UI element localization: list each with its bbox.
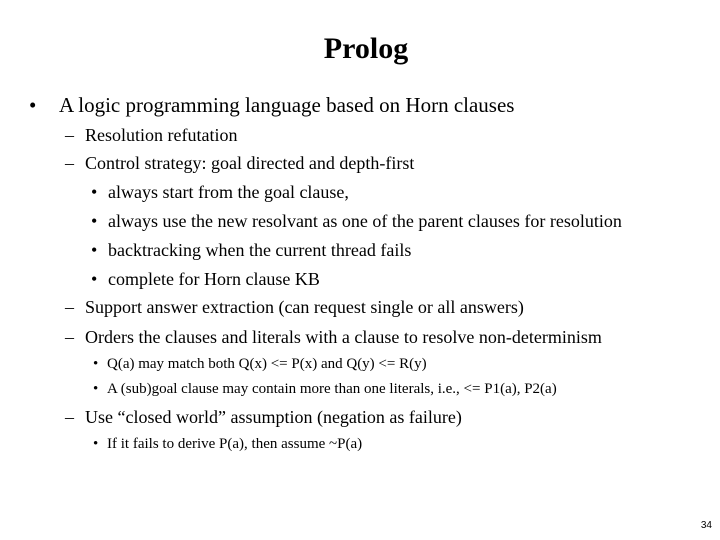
- sub-item-text: Use “closed world” assumption (negation as failure): [85, 407, 462, 427]
- control-point-goal-clause: [91, 181, 349, 203]
- ordering-point-text: Q(a) may match both Q(x) <= P(x) and Q(y) <= R(y): [107, 356, 427, 372]
- slide-title: Prolog: [323, 32, 409, 65]
- sub-item-resolution: [65, 124, 237, 146]
- control-point-text: backtracking when the current thread fails: [108, 240, 412, 260]
- dash-marker: –: [65, 153, 74, 173]
- sub-item-answer-extraction: [65, 296, 524, 318]
- control-point-backtracking: [91, 239, 411, 261]
- bullet-marker: •: [29, 93, 37, 117]
- ordering-point-text: A (sub)goal clause may contain more than one literals, i.e., <= P1(a), P2(a): [107, 381, 557, 397]
- sub-item-control-strategy: [65, 152, 414, 174]
- control-point-resolvant: [91, 210, 622, 232]
- ordering-point-subgoal: [93, 380, 557, 399]
- control-point-text: always start from the goal clause,: [108, 182, 349, 202]
- dash-marker: –: [65, 125, 74, 145]
- dash-marker: –: [65, 297, 74, 317]
- bullet-marker: •: [93, 436, 99, 452]
- bullet-marker: •: [91, 240, 98, 260]
- main-bullet-text: A logic programming language based on Horn clauses: [59, 93, 515, 117]
- control-point-text: complete for Horn clause KB: [108, 269, 320, 289]
- closed-world-point: [93, 435, 362, 454]
- closed-world-point-text: If it fails to derive P(a), then assume ~P(a): [107, 436, 363, 452]
- sub-item-text: Support answer extraction (can request single or all answers): [85, 297, 524, 317]
- control-point-complete: [91, 268, 320, 290]
- dash-marker: –: [65, 407, 74, 427]
- sub-item-text: Control strategy: goal directed and depth-first: [85, 153, 415, 173]
- control-point-text: always use the new resolvant as one of the parent clauses for resolution: [108, 211, 622, 231]
- bullet-marker: •: [93, 381, 99, 397]
- ordering-point-match: [93, 355, 427, 374]
- sub-item-text: Resolution refutation: [85, 125, 238, 145]
- sub-item-ordering: [65, 326, 602, 348]
- bullet-marker: •: [91, 182, 98, 202]
- main-bullet: [29, 92, 515, 118]
- sub-item-text: Orders the clauses and literals with a clause to resolve non-determinism: [85, 327, 602, 347]
- sub-item-closed-world: [65, 406, 462, 428]
- bullet-marker: •: [91, 211, 98, 231]
- bullet-marker: •: [91, 269, 98, 289]
- page-number: 34: [700, 520, 712, 531]
- bullet-marker: •: [93, 356, 99, 372]
- dash-marker: –: [65, 327, 74, 347]
